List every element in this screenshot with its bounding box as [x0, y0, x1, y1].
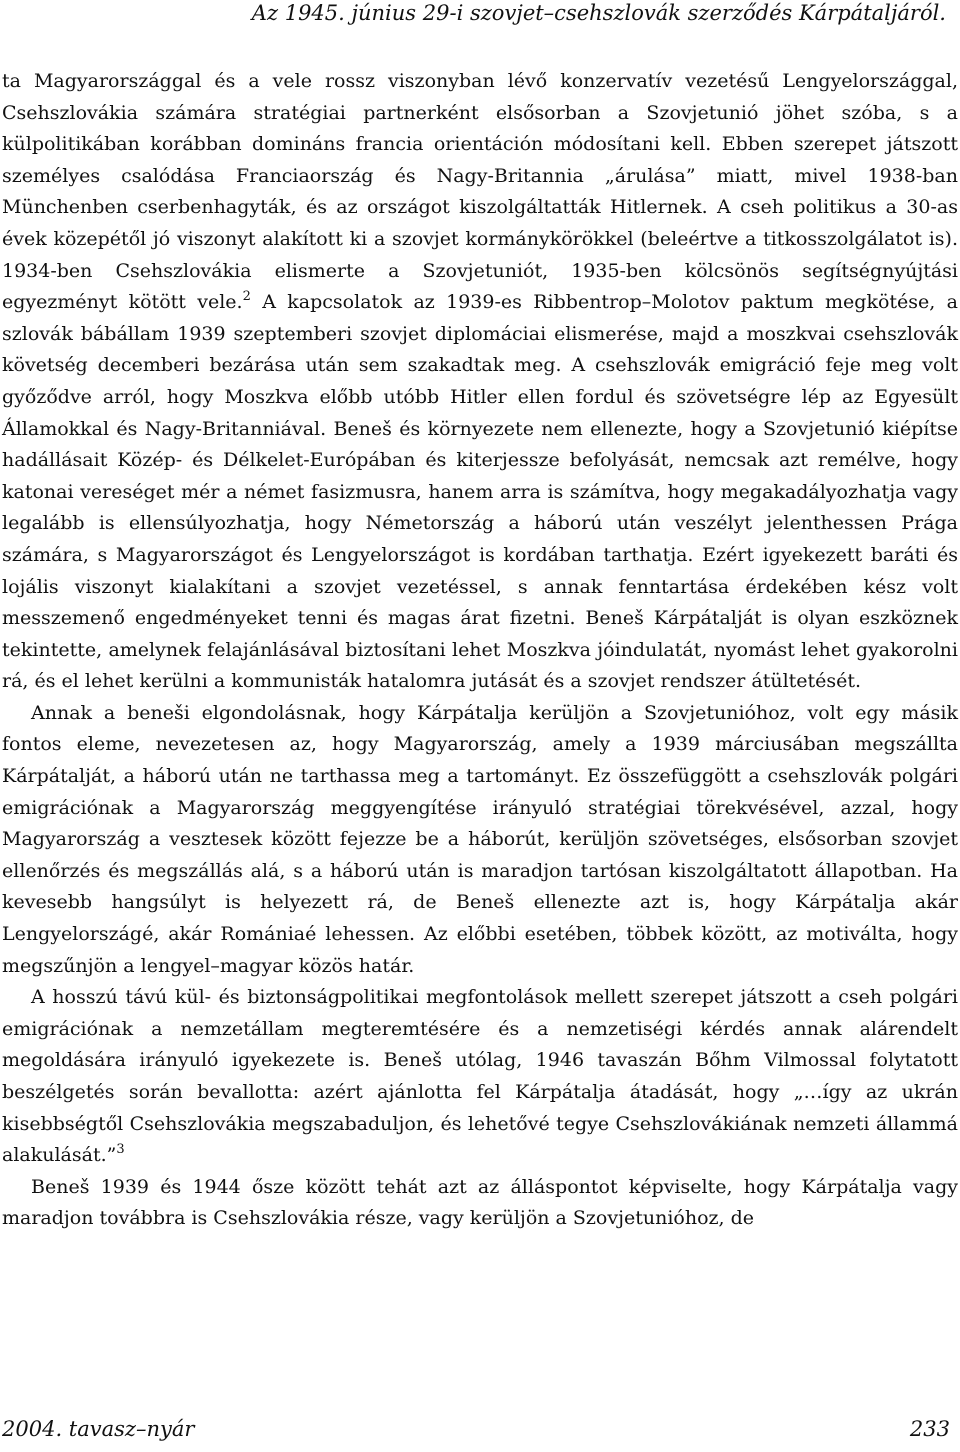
paragraph-4 [2, 1172, 958, 1235]
paragraph-text: A hosszú távú kül- és biztonságpolitikai megfontolások mellett szerepet játszott a cseh polgári emigrációnak a nemzetállam megteremtésére és a nemzetiségi kérdés annak alárendelt megoldására irányuló igyekezete is. Beneš utólag, 1946 tavaszán Bőhm Vilmossal folytatott beszélgetés során bevallotta: azért ajánlotta fel Kárpátalja átadását, hogy „…így az ukrán kisebbségtől Csehszlovákia megszabaduljon, és lehetővé tegye Csehszlovákiának nemzeti állammá alakulását.” [2, 986, 958, 1167]
paragraph-text: ta Magyarországgal és a vele rossz viszonyban lévő konzervatív vezetésű Lengyelországgal, Csehszlovákia számára stratégiai partnerként elsősorban a Szovjetunió jöhet szóba, s a külpolitikában korábban domináns francia orientáción módosítani kell. Ebben szerepet játszott személyes csalódása Franciaország és Nagy-Britannia „árulása” miatt, mivel 1938-ban Münchenben cserbenhagyták, és az országot kiszolgáltatták Hitlernek. A cseh politikus a 30-as évek közepétől jó viszonyt alakított ki a szovjet kormánykörökkel (beleértve a titkosszolgálatot is). 1934-ben Csehszlovákia elismerte a Szovjetuniót, 1935-ben kölcsönös segítségnyújtási egyezményt kötött vele. [2, 70, 958, 314]
page-number: 233 [909, 1417, 950, 1441]
paragraph-text: Annak a beneši elgondolásnak, hogy Kárpátalja kerüljön a Szovjetunióhoz, volt egy másik fontos eleme, nevezetesen az, hogy Magyarország, amely a 1939 márciusában megszállta Kárpátalját, a háború után ne tarthassa meg a tartományt. Ez összefüggött a csehszlovák polgári emigrációnak a Magyarország meggyengítése irányuló stratégiai törekvésével, azzal, hogy Magyarország a vesztesek között fejezze be a háborút, kerüljön szövetséges, elsősorban szovjet ellenőrzés és megszállás alá, s a háború után is maradjon tartósan kiszolgáltatott állapotban. Ha kevesebb hangsúlyt is helyezett rá, de Beneš ellenezte azt is, hogy Kárpátalja akár Lengyelországé, akár Romániaé lehessen. Az előbbi esetében, többek között, az motiválta, hogy megszűnjön a lengyel–magyar közös határ. [2, 701, 958, 977]
footnote-ref-2[interactable]: 2 [242, 289, 251, 305]
running-head: Az 1945. június 29-i szovjet–csehszlovák szerződés Kárpátaljáról. [251, 1, 946, 25]
paragraph-3 [2, 982, 958, 1172]
paragraph-1 [2, 66, 958, 698]
footer-issue: 2004. tavasz–nyár [2, 1417, 195, 1441]
body-text [2, 66, 958, 1235]
paragraph-text: Beneš 1939 és 1944 ősze között tehát azt az álláspontot képviselte, hogy Kárpátalja vagy maradjon továbbra is Csehszlovákia része, vagy kerüljön a Szovjetunióhoz, de [2, 1175, 958, 1230]
paragraph-2 [2, 698, 958, 982]
footnote-ref-3[interactable]: 3 [116, 1142, 125, 1158]
paragraph-text: A kapcsolatok az 1939-es Ribbentrop–Molotov paktum megkötése, a szlovák bábállam 1939 szeptemberi szovjet diplomáciai elismerése, majd a moszkvai csehszlovák követség decemberi bezárása után sem szakadtak meg. A csehszlovák emigráció feje meg volt győződve arról, hogy Moszkva előbb utóbb Hitler ellen fordul és szövetségre lép az Egyesült Államokkal és Nagy-Britanniával. Beneš és környezete nem ellenezte, hogy a Szovjetunió kiépítse hadállásait Közép- és Délkelet-Európában és kiterjessze befolyását, nemcsak azt remélve, hogy katonai vereséget mér a német fasizmusra, hanem arra is számítva, hogy megakadályozhatja vagy legalább is ellensúlyozhatja, hogy Németország a háború után veszélyt jelenthessen Prága számára, s Magyarországot és Lengyelországot is kordában tarthatja. Ezért igyekezett baráti és lojális viszonyt kialakítani a szovjet vezetéssel, s annak fenntartása érdekében kész volt messzemenő engedményeket tenni és magas árat fizetni. Beneš Kárpátalját is olyan eszköznek tekintette, amelynek felajánlásával biztosítani lehet Moszkva jóindulatát, nyomást lehet gyakorolni rá, és el lehet kerülni a kommunisták hatalomra jutását és a szovjet rendszer átültetését. [2, 291, 959, 693]
